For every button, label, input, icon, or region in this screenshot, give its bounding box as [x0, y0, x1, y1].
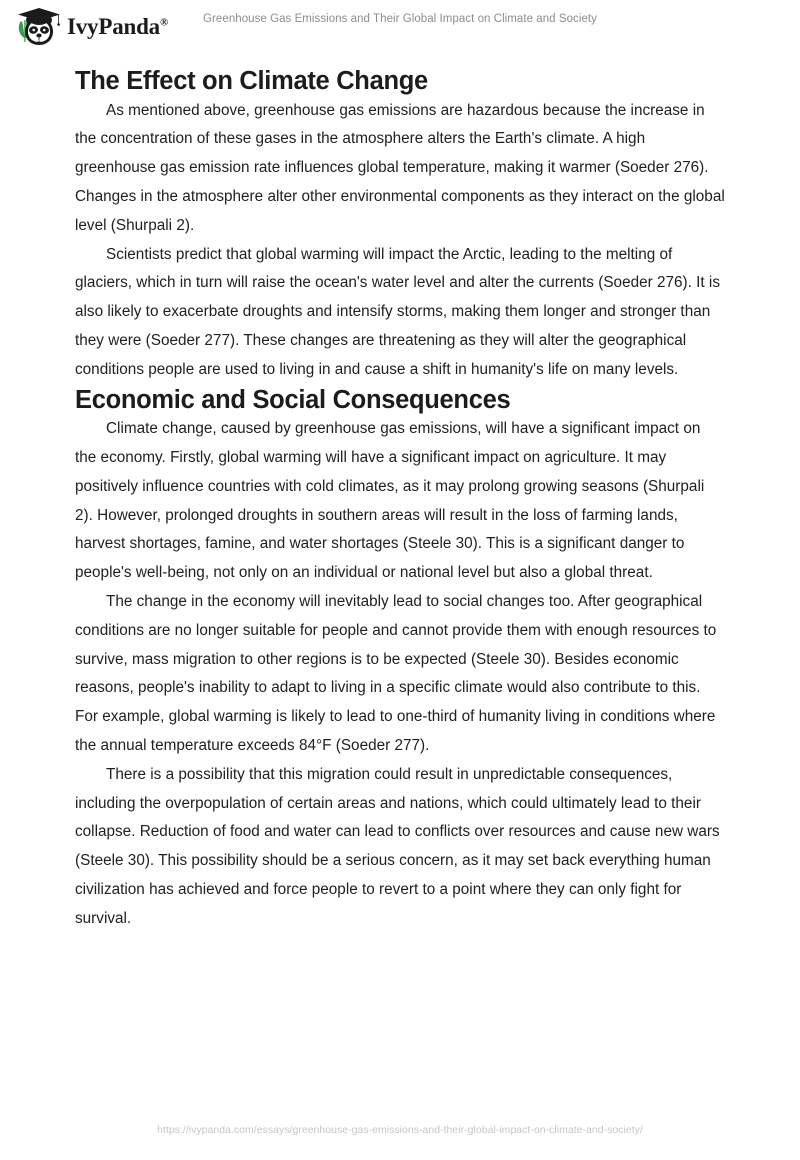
page-footer — [0, 1120, 800, 1138]
page-header — [0, 0, 800, 56]
registered-mark: ® — [159, 16, 169, 29]
section-heading-climate-change: The Effect on Climate Change — [75, 67, 428, 95]
paragraph-4: The change in the economy will inevitably lead to social changes too. After geographical conditions are no longer suitable for people and cannot provide them with enough resources to survive, mass migration to other regions is to be expected (Steele 30). Besides economic reasons, people's inability to adapt to living in a specific climate would also contribute to this. For example, global warming is likely to lead to one-third of humanity living in conditions where the annual temperature exceeds 84°F (Soeder 277). — [75, 592, 717, 754]
paragraph-2: Scientists predict that global warming will impact the Arctic, leading to the melting of glaciers, which in turn will raise the ocean's water level and alter the currents (Soeder 276). It is also likely to exacerbate droughts and intensify storms, making them longer and stronger than they were (Soeder 277). These changes are threatening as they will alter the geographical conditions people are used to living in and cause a shift in humanity's life on many levels. — [75, 245, 721, 378]
footer-source-url[interactable]: https://ivypanda.com/essays/greenhouse-gas-emissions-and-their-global-impact-on-climate-and-society/ — [157, 1124, 643, 1136]
section-heading-economic-social: Economic and Social Consequences — [75, 385, 511, 414]
paragraph-3: Climate change, caused by greenhouse gas emissions, will have a significant impact on the economy. Firstly, global warming will have a significant impact on agriculture. It may positively influence countries with cold climates, as it may prolong growing seasons (Shurpali 2). However, prolonged droughts in southern areas will result in the loss of farming lands, harvest shortages, famine, and water shortages (Steele 30). This is a significant danger to people's well-being, not only on an individual or national level but also a global threat. — [75, 420, 705, 582]
document-header-title: Greenhouse Gas Emissions and Their Global Impact on Climate and Society — [203, 13, 597, 25]
document-body — [75, 66, 725, 934]
paragraph-5: There is a possibility that this migration could result in unpredictable consequences, including the overpopulation of certain areas and nations, which could ultimately lead to their collapse. Reduction of food and water can lead to conflicts over resources and cause new wars (Steele 30). This possibility should be a serious concern, as it may set back everything human civilization has achieved and force people to revert to a point where they can only fight for survival. — [75, 765, 720, 927]
brand-name-text: IvyPanda — [67, 14, 160, 39]
paragraph-1: As mentioned above, greenhouse gas emissions are hazardous because the increase in the concentration of these gases in the atmosphere alters the Earth's climate. A high greenhouse gas emission rate influences global temperature, making it warmer (Soeder 276). Changes in the atmosphere alter other environmental components as they interact on the global level (Shurpali 2). — [75, 101, 725, 234]
